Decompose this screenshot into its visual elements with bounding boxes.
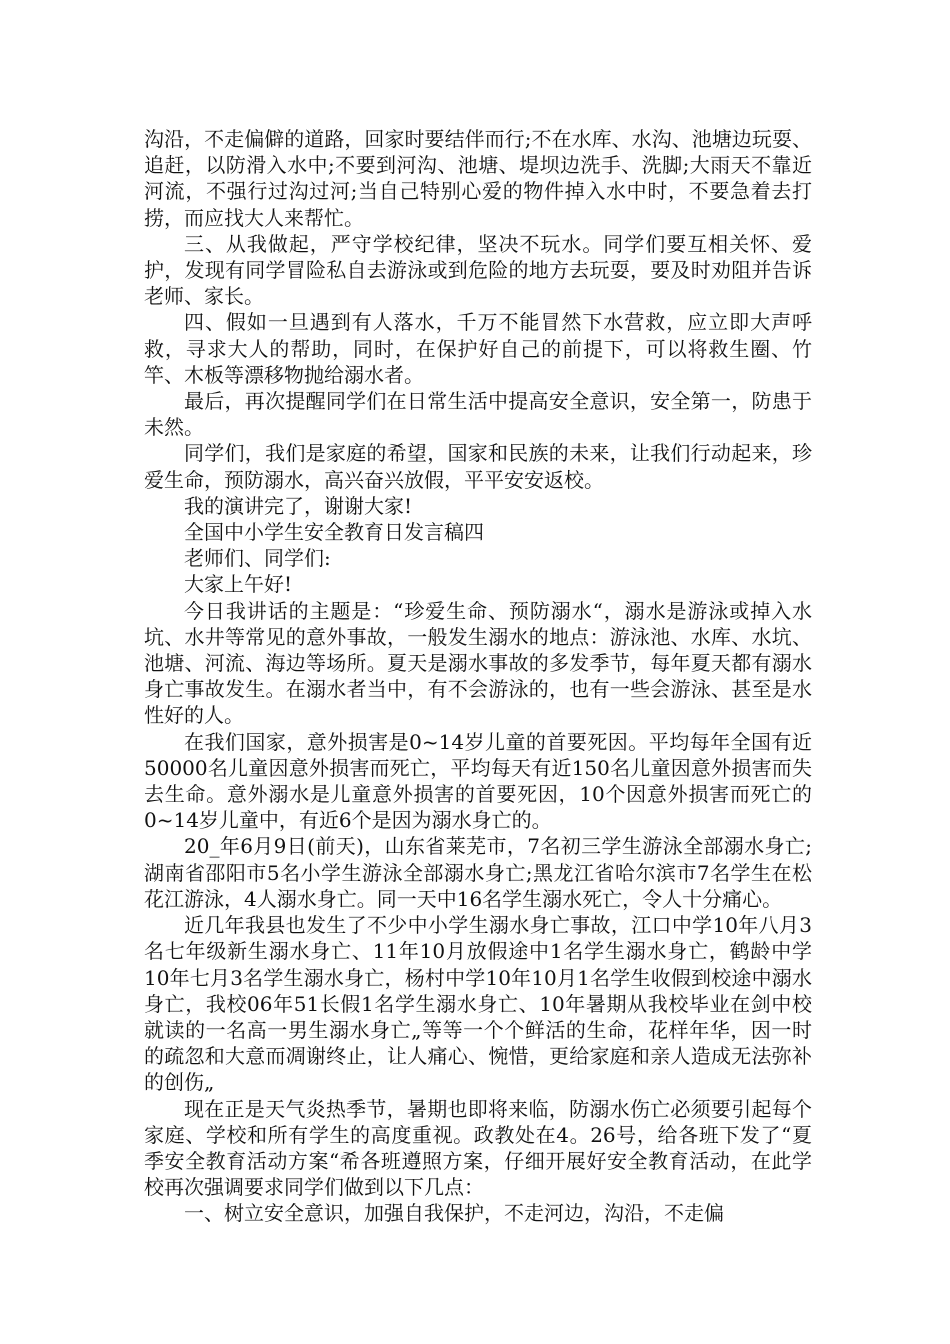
- paragraph-14: 现在正是天气炎热季节，暑期也即将来临，防溺水伤亡必须要引起每个家庭、学校和所有学生的高度重视。政教处在4。26号，给各班下发了“夏季安全教育活动方案“希各班遵照方案，仔细开展好安全教育活动，在此学校再次强调要求同学们做到以下几点：: [144, 1096, 812, 1200]
- document-body: [144, 126, 812, 1227]
- paragraph-11: 在我们国家，意外损害是0~14岁儿童的首要死因。平均每年全国有近50000名儿童因意外损害而死亡，平均每天有近150名儿童因意外损害而失去生命。意外溺水是儿童意外损害的首要死因，10个因意外损害而死亡的0~14岁儿童中，有近6个是因为溺水身亡的。: [144, 729, 812, 833]
- paragraph-3: 四、假如一旦遇到有人落水，千万不能冒然下水营救，应立即大声呼救，寻求大人的帮助，同时，在保护好自己的前提下，可以将救生圈、竹竿、木板等漂移物抛给溺水者。: [144, 310, 812, 387]
- salutation: 老师们、同学们:: [184, 546, 331, 571]
- paragraph-6: 我的演讲完了，谢谢大家!: [184, 493, 413, 518]
- greeting: 大家上午好!: [184, 572, 293, 597]
- paragraph-12: 20_年6月9日(前天)，山东省莱芜市，7名初三学生游泳全部溺水身亡;湖南省邵阳市5名小学生游泳全部溺水身亡;黑龙江省哈尔滨市7名学生在松花江游泳，4人溺水身亡。同一天中16名学生溺水死亡，令人十分痛心。: [144, 834, 812, 911]
- paragraph-15: 一、树立安全意识，加强自我保护，不走河边，沟沿，不走偏: [184, 1201, 724, 1226]
- section-title: 全国中小学生安全教育日发言稿四: [184, 520, 484, 545]
- paragraph-13: 近几年我县也发生了不少中小学生溺水身亡事故，江口中学10年八月3名七年级新生溺水身亡、11年10月放假途中1名学生溺水身亡，鹤龄中学10年七月3名学生溺水身亡，杨村中学10年10月1名学生收假到校途中溺水身亡，我校06年51长假1名学生溺水身亡、10年暑期从我校毕业在剑中校就读的一名高一男生溺水身亡„等等一个个鲜活的生命，花样年华，因一时的疏忽和大意而凋谢终止，让人痛心、惋惜，更给家庭和亲人造成无法弥补的创伤„: [144, 913, 812, 1095]
- paragraph-5: 同学们，我们是家庭的希望，国家和民族的未来，让我们行动起来，珍爱生命，预防溺水，高兴奋兴放假，平平安安返校。: [144, 441, 812, 492]
- paragraph-10: 今日我讲话的主题是：“珍爱生命、预防溺水“，溺水是游泳或掉入水坑、水井等常见的意外事故，一般发生溺水的地点：游泳池、水库、水坑、池塘、河流、海边等场所。夏天是溺水事故的多发季节，每年夏天都有溺水身亡事故发生。在溺水者当中，有不会游泳的，也有一些会游泳、甚至是水性好的人。: [144, 598, 812, 728]
- paragraph-4: 最后，再次提醒同学们在日常生活中提高安全意识，安全第一，防患于未然。: [144, 389, 812, 440]
- paragraph-2: 三、从我做起，严守学校纪律，坚决不玩水。同学们要互相关怀、爱护，发现有同学冒险私自去游泳或到危险的地方去玩耍，要及时劝阻并告诉老师、家长。: [144, 231, 812, 309]
- paragraph-1: 沟沿，不走偏僻的道路，回家时要结伴而行;不在水库、水沟、池塘边玩耍、追赶，以防滑入水中;不要到河沟、池塘、堤坝边洗手、洗脚;大雨天不靠近河流，不强行过沟过河;当自己特别心爱的物件掉入水中时，不要急着去打捞，而应找大人来帮忙。: [144, 127, 812, 230]
